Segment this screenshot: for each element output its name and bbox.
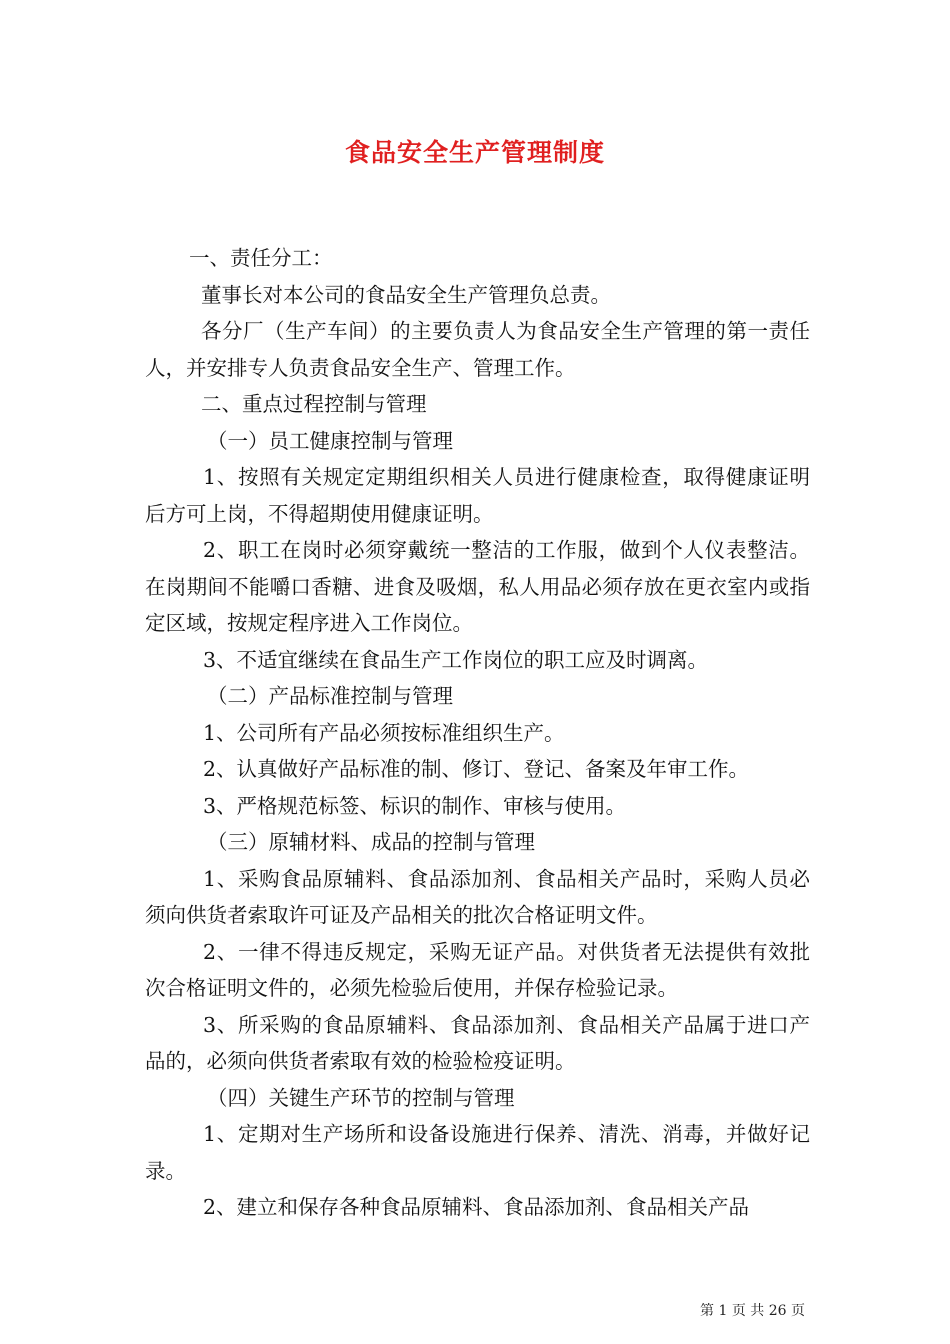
document-title: 食品安全生产管理制度 — [344, 138, 605, 167]
subsection-heading: （四）关键生产环节的控制与管理 — [207, 1085, 515, 1110]
paragraph: 各分厂（生产车间）的主要负责人为食品安全生产管理的第一责任人，并安排专人负责食品安全生产、管理工作。 — [145, 319, 810, 380]
subsection-heading: （三）原辅材料、成品的控制与管理 — [207, 830, 535, 854]
subsection-heading: （一）员工健康控制与管理 — [207, 428, 453, 453]
section-heading: 二、重点过程控制与管理 — [201, 392, 427, 416]
list-item: 1、按照有关规定定期组织相关人员进行健康检查，取得健康证明后方可上岗，不得超期使用健康证明。 — [145, 465, 810, 526]
list-item: 3、严格规范标签、标识的制作、审核与使用。 — [203, 793, 627, 818]
list-item: 2、建立和保存各种食品原辅料、食品添加剂、食品相关产品 — [203, 1195, 750, 1219]
list-item: 1、公司所有产品必须按标准组织生产。 — [203, 720, 565, 745]
subsection-heading: （二）产品标准控制与管理 — [207, 684, 453, 708]
list-item: 3、所采购的食品原辅料、食品添加剂、食品相关产品属于进口产品的，必须向供货者索取有效的检验检疫证明。 — [145, 1012, 810, 1073]
list-item: 3、不适宜继续在食品生产工作岗位的职工应及时调离。 — [203, 647, 709, 672]
list-item: 2、一律不得违反规定，采购无证产品。对供货者无法提供有效批次合格证明文件的，必须先检验后使用，并保存检验记录。 — [145, 939, 810, 1000]
document-body — [145, 240, 810, 1226]
section-heading: 一、责任分工： — [189, 246, 333, 270]
list-item: 1、采购食品原辅料、食品添加剂、食品相关产品时，采购人员必须向供货者索取许可证及产品相关的批次合格证明文件。 — [145, 866, 810, 927]
list-item: 1、定期对生产场所和设备设施进行保养、清洗、消毒，并做好记录。 — [145, 1122, 810, 1183]
list-item: 2、职工在岗时必须穿戴统一整洁的工作服，做到个人仪表整洁。在岗期间不能嚼口香糖、进食及吸烟，私人用品必须存放在更衣室内或指定区域，按规定程序进入工作岗位。 — [145, 538, 810, 635]
paragraph: 董事长对本公司的食品安全生产管理负总责。 — [201, 282, 611, 307]
page-number-footer: 第 1 页 共 26 页 — [700, 1303, 805, 1319]
list-item: 2、认真做好产品标准的制、修订、登记、备案及年审工作。 — [203, 757, 750, 781]
